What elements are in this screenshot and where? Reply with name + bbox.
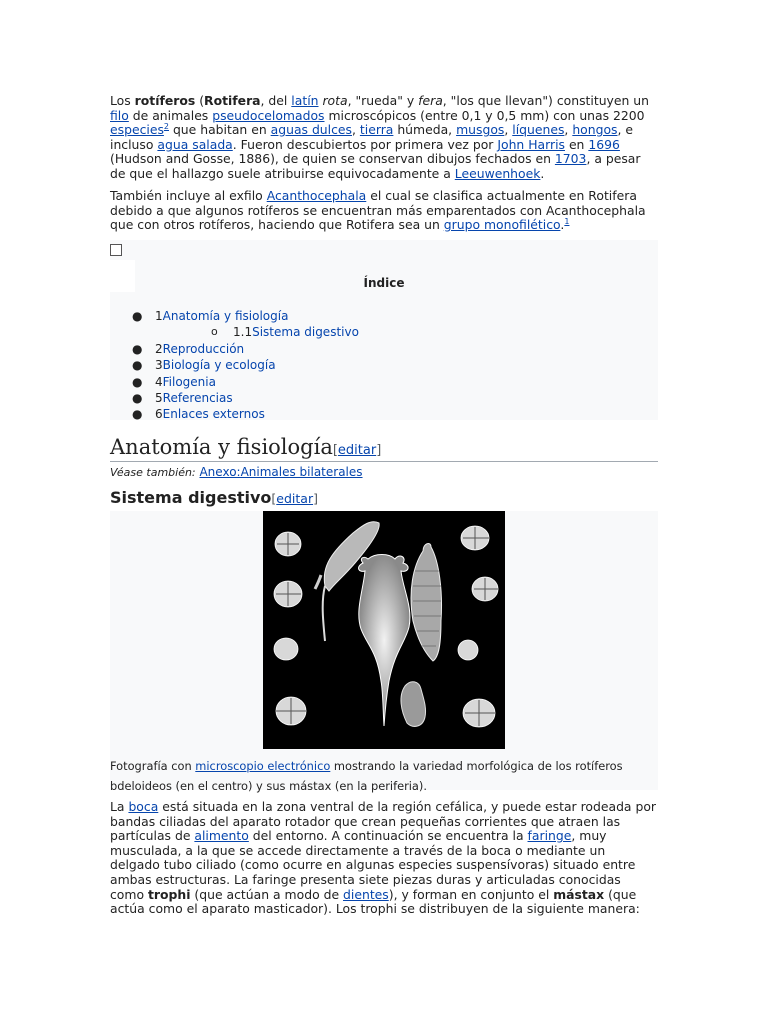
toc-item[interactable] [110, 341, 658, 357]
link-boca[interactable]: boca [128, 799, 159, 814]
toc-item-entry [155, 406, 265, 422]
link-john-harris[interactable]: John Harris [497, 136, 565, 152]
bold-term: rotíferos [134, 93, 196, 108]
text: , "los que llevan") constituyen un [442, 93, 649, 108]
link-acanthocephala[interactable]: Acanthocephala [266, 188, 367, 203]
link-leeuwenhoek[interactable]: Leeuwenhoek [454, 165, 541, 181]
link-especies[interactable]: especies [110, 122, 164, 138]
toc-item-link[interactable]: Reproducción [162, 341, 245, 356]
link-hongos[interactable]: hongos [572, 122, 618, 138]
toc-item-number: 3 [155, 358, 163, 373]
toc-item-number: 1 [155, 309, 163, 323]
caption-text: mostrando la variedad morfológica de los rotíferos bdeloideos (en el centro) y sus mástax (en la periferia). [110, 759, 623, 793]
toc-item-link[interactable]: Biología y ecología [162, 358, 276, 373]
bold-term: mástax [553, 886, 605, 902]
toc-bullet-icon: ● [132, 341, 143, 356]
link-agua-salada[interactable]: agua salada [157, 136, 233, 152]
text: ( [195, 93, 205, 108]
toc-item-link[interactable]: Sistema digestivo [252, 325, 359, 340]
table-of-contents [110, 240, 658, 420]
text: (que actúan a modo de [190, 886, 344, 902]
toc-bullet-icon: ● [132, 374, 143, 389]
acanthocephala-paragraph-text [110, 189, 658, 233]
toc-item-link[interactable]: Referencias [162, 390, 233, 405]
link-microscopio-electronico[interactable]: microscopio electrónico [195, 759, 331, 773]
acanthocephala-paragraph [110, 189, 658, 233]
link-aguas-dulces[interactable]: aguas dulces [270, 122, 352, 138]
toc-item-link[interactable]: Anatomía y fisiología [162, 309, 289, 323]
link-1703[interactable]: 1703 [554, 151, 587, 167]
bold-term: trophi [147, 886, 191, 902]
text: , del [260, 93, 292, 108]
link-dientes[interactable]: dientes [343, 886, 389, 902]
toc-item-entry [233, 324, 359, 340]
toc-bullet-icon: ● [132, 390, 143, 405]
link-musgos[interactable]: musgos [456, 122, 505, 138]
reference-link[interactable]: 1 [564, 217, 570, 227]
toc-item[interactable] [110, 308, 658, 324]
bold-term: Rotifera [204, 93, 261, 108]
toc-bullet-icon: ● [132, 358, 143, 373]
toc-toggle-checkbox[interactable] [110, 244, 122, 256]
toc-item[interactable] [110, 324, 658, 340]
text: , "rueda" y [347, 93, 419, 108]
text: el cual se clasifica actualmente en Rotifera debido a que algunos rotíferos se encuentran más emparentados con Acanthocephala que con otros rotíferos, haciendo que Rotifera sea un [110, 188, 646, 233]
text: está situada en la zona ventral de la región cefálica, y puede estar rodeada por bandas ciliadas del aparato rotador que crean pequeñas corrientes que atraen las partículas de [110, 799, 657, 844]
toc-item-link[interactable]: Enlaces externos [162, 407, 265, 422]
link-liquenes[interactable]: líquenes [512, 122, 565, 138]
text: La [110, 799, 129, 814]
toc-bullet-icon: o [211, 325, 218, 339]
toc-title: Índice [363, 276, 405, 290]
edit-subsection-button[interactable]: editar [276, 491, 314, 506]
toc-item-link[interactable]: Filogenia [162, 374, 216, 389]
toc-item-entry [155, 308, 288, 324]
see-also-note [110, 465, 658, 479]
text: microscópicos (entre 0,1 y 0,5 mm) con unas 2200 [324, 107, 645, 123]
section-heading-text: Anatomía y fisiología [110, 435, 333, 459]
link-alimento[interactable]: alimento [194, 828, 249, 844]
toc-item-number: 1.1 [233, 325, 253, 340]
text: (Hudson and Gosse, 1886), de quien se conservan dibujos fechados en [110, 151, 555, 167]
digestive-paragraph [110, 800, 658, 917]
text: húmeda, [393, 122, 457, 138]
toc-item[interactable] [110, 406, 658, 422]
edit-subsection-link-wrapper [271, 491, 318, 506]
toc-item[interactable] [110, 357, 658, 373]
text: de animales [128, 107, 213, 123]
digestive-paragraph-text [110, 800, 658, 917]
toc-list [110, 308, 658, 423]
text: . Fueron descubiertos por primera vez por [232, 136, 498, 152]
text: También incluye al exfilo [110, 188, 267, 203]
link-filo[interactable]: filo [110, 107, 129, 123]
text: , [352, 122, 360, 138]
rotifer-sem-photo[interactable] [263, 511, 505, 749]
toc-item-number: 6 [155, 407, 163, 422]
intro-paragraph [110, 94, 658, 182]
intro-paragraph-text [110, 94, 658, 182]
toc-item-number: 5 [155, 390, 163, 405]
subsection-heading-text: Sistema digestivo [110, 488, 272, 507]
figure-box [110, 511, 658, 793]
text: ), y forman en conjunto el [388, 886, 554, 902]
link-latin[interactable]: latín [291, 93, 319, 108]
toc-bullet-icon: ● [132, 309, 143, 323]
toc-item-entry [155, 390, 233, 406]
text: , a pesar de que el hallazgo suele atribuirse equivocadamente a [110, 151, 641, 181]
text: , [504, 122, 513, 138]
toc-item[interactable] [110, 374, 658, 390]
toc-item-entry [155, 341, 244, 357]
italic-term: rota [322, 93, 348, 108]
edit-section-link-wrapper [333, 443, 381, 458]
text: , e incluso [110, 122, 634, 152]
caption-text: Fotografía con [110, 759, 196, 773]
toc-item-entry [155, 357, 276, 373]
see-also-label: Véase también: [110, 466, 196, 479]
toc-item[interactable] [110, 390, 658, 406]
toc-item-number: 4 [155, 374, 163, 389]
reference-link[interactable]: 2 [163, 122, 169, 132]
toc-item-entry [155, 374, 216, 390]
text: Los [110, 93, 135, 108]
bracket: [ [271, 491, 277, 506]
link-pseudocelomados[interactable]: pseudocelomados [212, 107, 325, 123]
bracket: [ [332, 443, 338, 458]
figure-caption [110, 756, 658, 796]
edit-section-button[interactable]: editar [337, 443, 377, 458]
text: que habitan en [169, 122, 271, 138]
text: (que actúa como el aparato masticador). Los trophi se distribuyen de la siguiente manera: [110, 886, 640, 917]
link-1696[interactable]: 1696 [588, 136, 620, 152]
text: . [540, 165, 545, 181]
text: del entorno. A continuación se encuentra la [248, 828, 528, 844]
text: , [564, 122, 573, 138]
link-tierra[interactable]: tierra [359, 122, 394, 138]
toc-item-number: 2 [155, 341, 163, 356]
rotifer-photo-drawing [263, 511, 505, 749]
bracket: ] [376, 443, 382, 458]
link-faringe[interactable]: faringe [527, 828, 572, 844]
text: , muy musculada, a la que se accede directamente a través de la boca o mediante un delgado tubo ciliado (como ocurre en algunas especies suspensívoras) situado entre ambas estructuras. La faringe presenta siete piezas duras y articuladas conocidas como [110, 828, 636, 902]
link-grupo-monofiletico[interactable]: grupo monofilético [443, 217, 561, 233]
italic-term: fera [418, 93, 443, 108]
link-anexo-animales-bilaterales[interactable]: Anexo:Animales bilaterales [199, 465, 363, 479]
text: . [560, 217, 565, 233]
section-heading-anatomia [110, 434, 658, 462]
toc-bullet-icon: ● [132, 407, 143, 422]
bracket: ] [313, 491, 318, 506]
text: en [565, 136, 589, 152]
subsection-heading-sistema-digestivo [110, 487, 318, 510]
